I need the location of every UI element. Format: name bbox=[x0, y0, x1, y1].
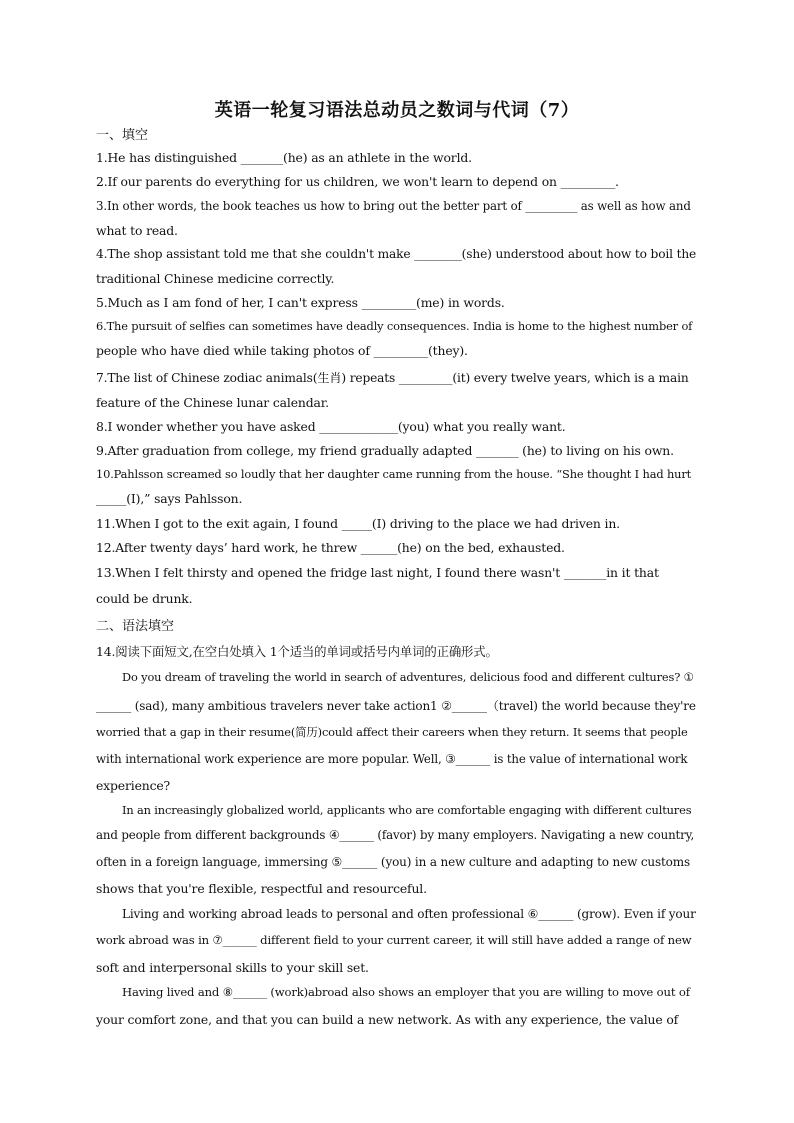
question-line: 13.When I felt thirsty and opened the fridge last night, I found there wasn't _______in it that bbox=[96, 565, 659, 580]
passage-line: with international work experience are more popular. Well, ③______ is the value of international work bbox=[96, 752, 688, 766]
passage-line: Do you dream of traveling the world in search of adventures, delicious food and different cultures? ① bbox=[122, 670, 694, 684]
question-line: 4.The shop assistant told me that she couldn't make ________(she) understood about how to boil the bbox=[96, 247, 697, 261]
question-line: _____(I),” says Pahlsson. bbox=[96, 491, 243, 506]
question-line: people who have died while taking photos of _________(they). bbox=[96, 343, 468, 358]
question-line: 6.The pursuit of selfies can sometimes have deadly consequences. India is home to the highest number of bbox=[96, 319, 693, 333]
question-line: what to read. bbox=[96, 223, 178, 238]
question-line: could be drunk. bbox=[96, 591, 193, 606]
passage-line: Living and working abroad leads to personal and often professional ⑥______ (grow). Even if your bbox=[122, 907, 696, 921]
passage-line: worried that a gap in their resume(简历)could affect their careers when they return. It seems that people bbox=[96, 725, 688, 739]
passage-line: ______ (sad), many ambitious travelers never take action1 ②______（travel) the world because they're bbox=[96, 699, 696, 713]
question-line: 10.Pahlsson screamed so loudly that her daughter came running from the house. “She thought I had hurt bbox=[96, 467, 692, 481]
page-title: 英语一轮复习语法总动员之数词与代词（7） bbox=[214, 100, 580, 121]
passage-line: your comfort zone, and that you can build a new network. As with any experience, the value of bbox=[96, 1012, 679, 1027]
question-line: 5.Much as I am fond of her, I can't express _________(me) in words. bbox=[96, 295, 505, 310]
question-14-instruction: 14.阅读下面短文,在空白处填入 1个适当的单词或括号内单词的正确形式。 bbox=[96, 644, 498, 659]
question-line: 12.After twenty days’ hard work, he threw ______(he) on the bed, exhausted. bbox=[96, 540, 565, 555]
passage-line: In an increasingly globalized world, applicants who are comfortable engaging with different cultures bbox=[122, 803, 692, 817]
question-line: traditional Chinese medicine correctly. bbox=[96, 271, 335, 286]
passage-line: often in a foreign language, immersing ⑤______ (you) in a new culture and adapting to new customs bbox=[96, 855, 690, 869]
passage-line: soft and interpersonal skills to your skill set. bbox=[96, 960, 369, 975]
question-line: 3.In other words, the book teaches us how to bring out the better part of _________ as well as how and bbox=[96, 199, 691, 213]
section-heading-fill-blank: 一、填空 bbox=[96, 128, 149, 143]
question-line: 7.The list of Chinese zodiac animals(生肖) repeats _________(it) every twelve years, which is a main bbox=[96, 371, 689, 385]
question-line: 8.I wonder whether you have asked _____________(you) what you really want. bbox=[96, 419, 566, 434]
question-line: 2.If our parents do everything for us children, we won't learn to depend on _________. bbox=[96, 174, 619, 189]
question-line: feature of the Chinese lunar calendar. bbox=[96, 395, 329, 410]
section-heading-grammar-fill: 二、语法填空 bbox=[96, 619, 175, 634]
question-line: 11.When I got to the exit again, I found _____(I) driving to the place we had driven in. bbox=[96, 516, 620, 531]
question-line: 9.After graduation from college, my friend gradually adapted _______ (he) to living on his own. bbox=[96, 443, 674, 458]
passage-line: Having lived and ⑧______ (work)abroad also shows an employer that you are willing to move out of bbox=[122, 985, 690, 999]
question-line: 1.He has distinguished _______(he) as an athlete in the world. bbox=[96, 150, 472, 165]
passage-line: experience? bbox=[96, 778, 171, 793]
passage-line: work abroad was in ⑦______ different field to your current career, it will still have added a range of new bbox=[96, 933, 692, 947]
passage-line: shows that you're flexible, respectful and resourceful. bbox=[96, 881, 427, 896]
passage-line: and people from different backgrounds ④______ (favor) by many employers. Navigating a new country, bbox=[96, 828, 695, 842]
